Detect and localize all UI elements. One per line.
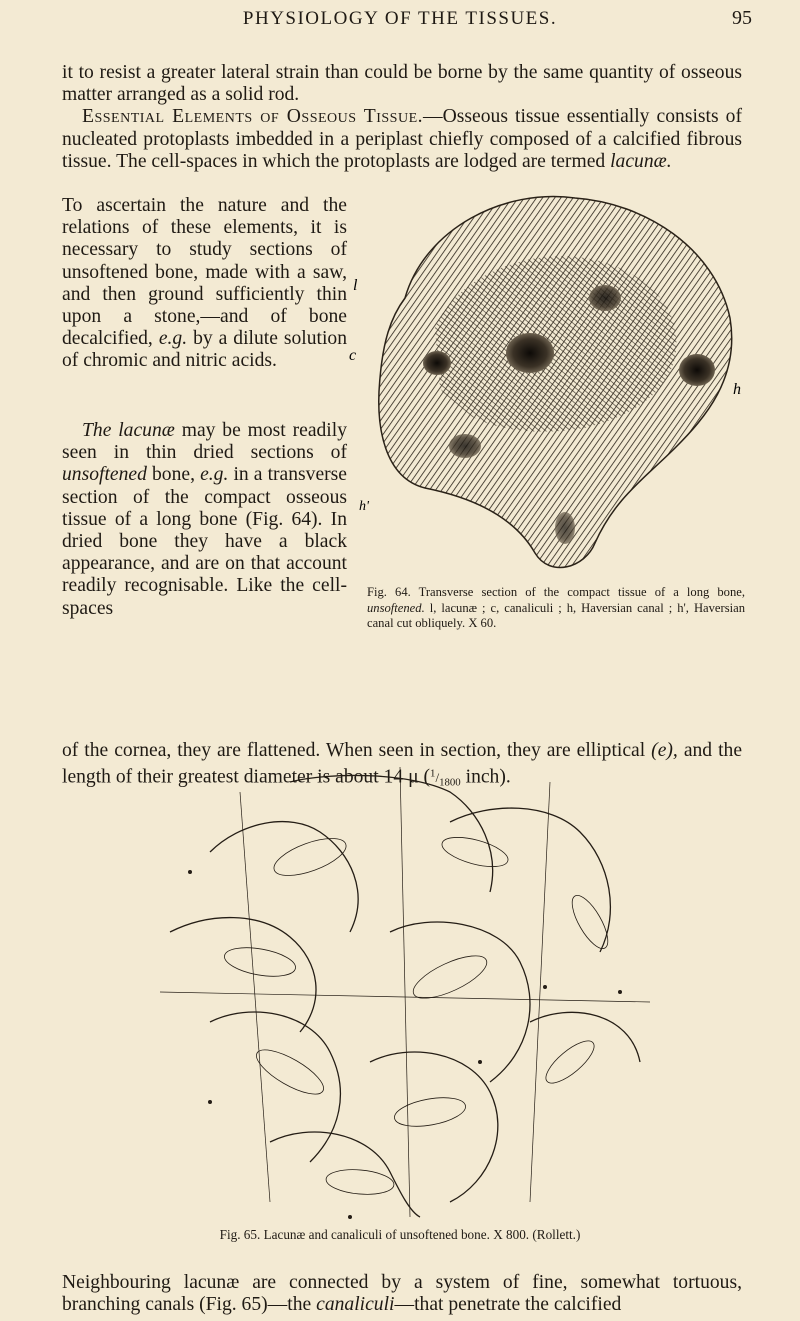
para2-text: —Osseous tissue essentially consists of nucleated protoplasts imbedded in a periplast chiefly composed of a calcified fibrous tissue. The cell-spaces in which the protoplasts are lodged are termed: [62, 106, 742, 172]
lacunae-heading: The lacunæ: [82, 420, 175, 441]
label-l: l: [353, 277, 358, 294]
caption-65-text: Fig. 65. Lacunæ and canaliculi of unsoftened bone.: [219, 1227, 490, 1242]
haversian-canal: [506, 333, 554, 373]
haversian-canal-bottom: [555, 512, 575, 544]
paragraph-narrow: [62, 195, 347, 373]
mu-symbol: μ: [408, 766, 419, 788]
page-number: 95: [732, 7, 752, 29]
label-h-prime: h': [359, 499, 369, 514]
term-canaliculi: canaliculi: [316, 1294, 395, 1316]
caption-64-mag: X 60.: [468, 616, 497, 630]
term-lacunae: lacunæ.: [610, 150, 672, 172]
haversian-canal-oblique: [449, 434, 481, 458]
eg-2: e.g.: [200, 464, 229, 486]
para4-a: Neighbouring lacunæ are connected by a system of fine, somewhat tortuous, branching canals (Fig. 65)—the: [62, 1272, 742, 1316]
term-unsoftened: unsoftened: [62, 464, 147, 486]
figure-65-lacunae-canaliculi: [150, 762, 660, 1222]
caption-64-italic: unsoftened.: [367, 600, 425, 615]
figure-64-caption: [367, 585, 745, 632]
canaliculi-network: [160, 767, 650, 1217]
para3-a: may be most readily seen in thin dried sections of: [62, 420, 347, 464]
caption-64-rest: l, lacunæ ; c, canaliculi ; h, Haversian canal ; h', Haversian canal cut obliquely.: [367, 600, 745, 630]
para4-b: —that penetrate the calcified: [394, 1294, 622, 1316]
para3-c: in a transverse section of the compact osseous tissue of a long bone (Fig. 64). In dried bone they have a black appearance, and are on that account readily recognisable. Like the cell-spaces: [62, 464, 347, 619]
para1-text: it to resist a greater lateral strain than could be borne by the same quantity of osseous matter arranged as a solid rod.: [62, 62, 742, 106]
fraction: $^1/_{1800}$: [430, 767, 461, 789]
figure-64-bone-section: [345, 148, 745, 588]
running-head: PHYSIOLOGY OF THE TISSUES.: [242, 8, 558, 29]
haversian-canal-top: [589, 285, 621, 311]
para2-narrow-text: To ascertain the nature and the relations of these elements, it is necessary to study sections of unsoftened bone, made with a saw, and then ground sufficiently thin upon a stone,—and of bone decalcified,: [62, 195, 347, 350]
label-h: h: [733, 381, 741, 398]
para3-wide-b: and the length of their greatest diameter is about 14: [62, 740, 743, 788]
paragraph-canaliculi: [62, 1272, 742, 1316]
caption-65-mag: X 800.: [493, 1227, 530, 1242]
figure-65-caption: [0, 1227, 800, 1243]
haversian-canal-left: [423, 351, 451, 375]
label-e: (e),: [651, 740, 678, 761]
caption-65-credit: (Rollett.): [532, 1227, 581, 1242]
eg-1: e.g.: [158, 328, 188, 350]
inch-text: inch).: [465, 766, 511, 788]
dot-markers: [188, 870, 622, 1219]
para3-b: bone,: [151, 464, 195, 486]
paragraph-lacunae: [62, 420, 347, 620]
section-heading: Essential Elements of Osseous Tissue.: [82, 106, 424, 128]
label-c: c: [349, 347, 357, 364]
para3-wide: of the cornea, they are flattened. When seen in section, they are elliptical: [62, 740, 646, 761]
para2-narrow-end: by a dilute solution of chromic and nitric acids.: [62, 328, 347, 372]
haversian-canal-right: [679, 354, 715, 386]
caption-64-lead: Fig. 64. Transverse section of the compact tissue of a long bone,: [367, 585, 745, 599]
paragraph-cornea: of the cornea, they are flattened. When seen in section, they are elliptical (e), and the length of their greatest diameter is about 14 μ ($^1/_{1800}$ inch).: [62, 740, 743, 789]
